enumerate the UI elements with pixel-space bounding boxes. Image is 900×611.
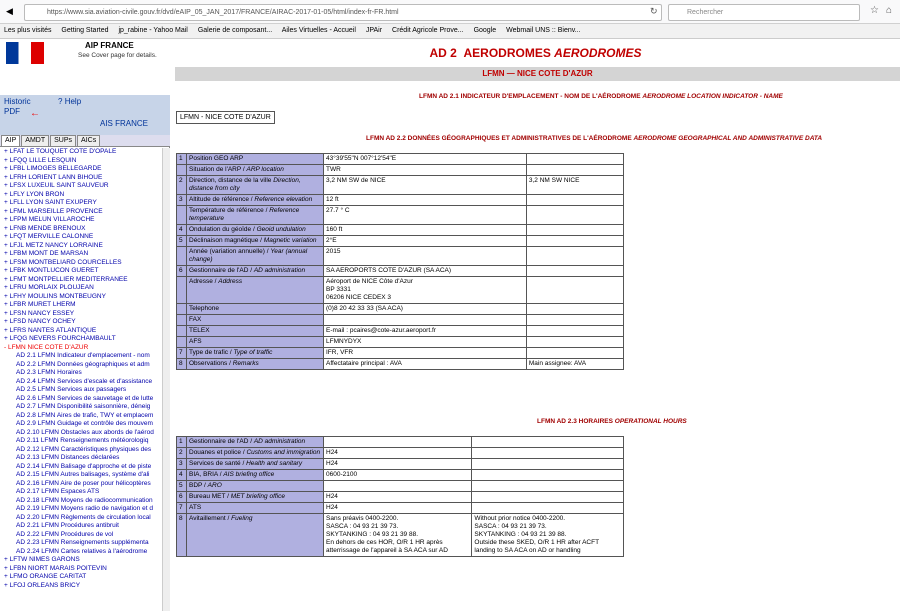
home-icon[interactable]: ⌂ [886,5,893,16]
aerodrome-list [4,148,161,603]
sidebar-tabs [0,135,170,147]
row-label: Température de référence / Reference temperature [187,206,324,225]
row-label: Gestionnaire de l'AD / AD administration [187,266,324,277]
row-value-en [526,348,623,359]
sub-item[interactable]: AD 2.16 LFMN Aire de poser pour hélicoptères [16,479,151,487]
sub-item[interactable]: AD 2.13 LFMN Distances déclarées [16,454,120,461]
bookmark-0[interactable]: Les plus visités [4,27,52,34]
bookmark-8[interactable]: Webmail UNS :: Bienv... [506,27,581,34]
sub-item[interactable]: AD 2.1 LFMN Indicateur d'emplacement - nom [16,352,150,359]
row-value-fr: TWR [324,165,527,176]
url-bar[interactable] [24,4,662,21]
row-label: BIA, BRIA / AIS briefing office [187,470,324,481]
ad21-fr: LFMN AD 2.1 INDICATEUR D'EMPLACEMENT - NOM DE L'AÉRODROME [419,93,641,100]
row-value-fr: (0)8 20 42 33 33 (SA ACA) [324,304,527,315]
row-value-en [526,315,623,326]
help-link[interactable] [58,97,81,106]
list-item[interactable]: + LFSX LUXEUIL SAINT SAUVEUR [4,182,109,189]
table-row [177,176,624,195]
ad22-table [176,153,624,370]
table-row [177,459,624,470]
arrow-icon: ← [30,108,40,119]
list-item[interactable]: + LFBN NIORT MARAIS POITEVIN [4,564,107,572]
sub-item[interactable]: AD 2.19 LFMN Moyens radio de navigation et d [16,505,153,512]
cover-note[interactable]: See Cover page for details. [78,52,157,59]
list-item[interactable]: + LFQQ LILLE LESQUIN [4,156,77,164]
help-label: Help [64,97,82,106]
table-row [177,315,624,326]
row-label: Douanes et police / Customs and immigration [187,448,324,459]
row-number: 4 [177,225,187,236]
row-value-fr: 3,2 NM SW de NICE [324,176,527,195]
sub-item[interactable]: AD 2.6 LFMN Services de sauvetage et de lutte [16,394,154,402]
row-number: 7 [177,503,187,514]
list-item[interactable]: + LFRH LORIENT LANN BIHOUE [4,173,103,181]
table-row [177,304,624,315]
sidebar-scrollbar[interactable] [162,148,170,611]
row-value-fr: 0600-2100 [324,470,472,481]
row-value-en: Main assignee: AVA [526,359,623,370]
row-number: 8 [177,359,187,370]
row-value-en [526,154,623,165]
sub-item[interactable]: AD 2.22 LFMN Procédures de vol [16,530,114,538]
reload-icon[interactable]: ↻ [650,6,658,16]
row-number: 8 [177,514,187,557]
row-label: Adresse / Address [187,277,324,304]
sub-item[interactable]: AD 2.12 LFMN Caractéristiques physiques des [16,445,152,453]
nav-pane [0,95,170,135]
row-value-fr: H24 [324,492,472,503]
table-row [177,195,624,206]
aip-title: AIP FRANCE [85,41,134,50]
sub-item[interactable]: AD 2.18 LFMN Moyens de radiocommunication [16,496,153,504]
list-item[interactable]: + LFOJ ORLEANS BRICY [4,581,81,589]
sub-item[interactable]: AD 2.2 LFMN Données géographiques et adm [16,360,150,368]
row-number: 5 [177,236,187,247]
row-number [177,304,187,315]
table-row [177,492,624,503]
tab-amdt[interactable]: AMDT [21,135,49,146]
row-label: ATS [187,503,324,514]
list-item[interactable]: + LFAT LE TOUQUET COTE D'OPALE [4,148,117,155]
list-item[interactable]: + LFBM MONT DE MARSAN [4,250,89,257]
row-label: Observations / Remarks [187,359,324,370]
bookmark-6[interactable]: Crédit Agricole Prove... [392,27,464,34]
row-value-fr: IFR, VFR [324,348,527,359]
table-row [177,225,624,236]
sub-item[interactable]: AD 2.14 LFMN Balisage d'approche et de piste [16,462,152,470]
list-item[interactable]: + LFHY MOULINS MONTBEUGNY [4,292,106,300]
bookmark-4[interactable]: Ailes Virtuelles - Accueil [281,27,356,34]
row-number [177,337,187,348]
row-value-en [526,206,623,225]
sub-item[interactable]: AD 2.8 LFMN Aires de trafic, TWY et emplacem [16,411,154,419]
ais-france-link[interactable]: AIS FRANCE [100,119,149,128]
row-value-en [526,266,623,277]
help-icon: ? [58,97,63,106]
sub-item[interactable]: AD 2.23 LFMN Renseignements supplémenta [16,539,149,546]
ad23-table [176,436,624,557]
pdf-label: PDF [4,107,20,116]
row-value-fr: H24 [324,459,472,470]
row-value-fr [324,315,527,326]
row-value-en [472,481,624,492]
tab-aics[interactable]: AICs [77,135,100,146]
row-label: Altitude de référence / Reference elevation [187,195,324,206]
table-row [177,348,624,359]
list-item-current[interactable]: - LFMN NICE COTE D'AZUR [4,343,89,351]
list-item[interactable]: + LFSM MONTBELIARD COURCELLES [4,258,122,266]
row-number [177,206,187,225]
row-value-en [472,503,624,514]
list-item[interactable]: + LFSN NANCY ESSEY [4,309,75,317]
row-value-fr: Aéroport de NICE Côte d'Azur BP 3331 06206 NICE CEDEX 3 [324,277,527,304]
row-number: 5 [177,481,187,492]
row-number: 3 [177,459,187,470]
row-number [177,165,187,176]
location-box: LFMN - NICE COTE D'AZUR [176,111,275,124]
bookmark-1[interactable]: Getting Started [61,27,109,34]
title-ad2: AD 2 [429,46,457,60]
sub-item[interactable]: AD 2.21 LFMN Procédures antibruit [16,522,119,529]
table-row [177,337,624,348]
republique-logo [6,42,44,64]
row-value-en [472,470,624,481]
sub-item[interactable]: AD 2.15 LFMN Autres balisages, système d'ali [16,471,150,478]
row-label: Avitaillement / Fueling [187,514,324,557]
row-value-fr: Sans préavis 0400-2200. SASCA : 04 93 21 39 73. SKYTANKING : 04 93 21 39 88. En dehors de ces HOR, O/R 1 HR après atterrissage de l'appareil à SA ACA sur AD [324,514,472,557]
sub-item[interactable]: AD 2.17 LFMN Espaces ATS [16,488,100,495]
row-number: 2 [177,176,187,195]
row-value-en: Without prior notice 0400-2200. SASCA : 04 93 21 39 73. SKYTANKING : 04 93 21 39 88. Outside these SKED, O/R 1 HR after ACFT landing to SA ACA on AD or handling [472,514,624,557]
row-value-fr: E-mail : pcaires@cote-azur.aeroport.fr [324,326,527,337]
row-number: 4 [177,470,187,481]
title-aerodromes: AERODROMES [463,46,551,60]
row-value-en [526,195,623,206]
ad21-en: AERODROME LOCATION INDICATOR - NAME [642,93,783,100]
row-value-fr: 12 ft [324,195,527,206]
row-number [177,326,187,337]
list-item[interactable]: + LFMO ORANGE CARITAT [4,573,87,580]
row-label: Telephone [187,304,324,315]
historic-label: Historic [4,97,31,106]
sub-item[interactable]: AD 2.4 LFMN Services d'escale et d'assistance [16,377,153,385]
row-label: AFS [187,337,324,348]
list-item[interactable]: + LFJL METZ NANCY LORRAINE [4,241,103,249]
table-row [177,206,624,225]
table-row [177,247,624,266]
row-value-fr: H24 [324,503,472,514]
row-value-en [526,277,623,304]
table-row [177,266,624,277]
row-label: Déclinaison magnétique / Magnetic variation [187,236,324,247]
row-value-en [526,236,623,247]
ad23-heading [537,418,687,425]
row-label: Services de santé / Health and sanitary [187,459,324,470]
ad21-heading [419,93,783,100]
list-item[interactable]: + LFQT MERVILLE CALONNE [4,233,94,240]
search-input[interactable] [668,4,860,21]
row-number: 3 [177,195,187,206]
table-row [177,154,624,165]
back-icon[interactable]: ◀ [6,6,13,16]
row-number [177,247,187,266]
table-row [177,503,624,514]
row-label: TELEX [187,326,324,337]
browser-toolbar [0,0,900,24]
row-value-en [526,337,623,348]
row-value-fr: 43°39'55"N 007°12'54"E [324,154,527,165]
row-value-fr [324,481,472,492]
list-item[interactable]: + LFLL LYON SAINT EXUPERY [4,199,97,206]
bookmark-2[interactable]: jp_rabine - Yahoo Mail [118,27,188,34]
ad23-en: OPERATIONAL HOURS [614,418,687,425]
tab-aip[interactable]: AIP [1,135,20,146]
row-value-en [526,225,623,236]
list-item[interactable]: + LFSD NANCY OCHEY [4,318,76,325]
row-label: Gestionnaire de l'AD / AD administration [187,437,324,448]
bookmarks-bar [0,24,900,39]
row-value-fr: LFMNYDYX [324,337,527,348]
row-value-fr: H24 [324,448,472,459]
star-icon[interactable]: ☆ [870,5,879,16]
ad22-heading [366,135,822,142]
row-value-en [472,448,624,459]
row-number: 2 [177,448,187,459]
row-number: 6 [177,492,187,503]
pdf-link[interactable] [4,107,20,116]
row-value-en [472,459,624,470]
tab-sups[interactable]: SUPs [50,135,76,146]
row-label: Direction, distance de la ville Direction, distance from city [187,176,324,195]
row-label: Position GEO ARP [187,154,324,165]
row-value-fr: Affectataire principal : AVA [324,359,527,370]
list-item[interactable]: + LFNB MENDE BRENOUX [4,224,86,232]
row-value-en [472,437,624,448]
page-title [171,39,900,67]
ad22-en: AERODROME GEOGRAPHICAL AND ADMINISTRATIVE DATA [633,135,823,142]
row-number: 6 [177,266,187,277]
row-value-en [526,165,623,176]
search-placeholder: Rechercher [687,9,724,16]
row-label: Situation de l'ARP / ARP location [187,165,324,176]
row-value-fr: 27.7 ° C [324,206,527,225]
sub-item[interactable]: AD 2.3 LFMN Horaires [16,369,82,376]
bookmark-7[interactable]: Google [473,27,497,34]
list-item[interactable]: + LFBK MONTLUCON GUERET [4,267,99,274]
row-value-en [526,304,623,315]
sub-item[interactable]: AD 2.5 LFMN Services aux passagers [16,386,127,393]
row-label: Bureau MET / MET briefing office [187,492,324,503]
row-label: Type de trafic / Type of traffic [187,348,324,359]
list-item[interactable]: + LFRU MORLAIX PLOUJEAN [4,284,94,291]
row-value-en: 3,2 NM SW NICE [526,176,623,195]
table-row [177,359,624,370]
list-item[interactable]: + LFTW NIMES GARONS [4,556,80,563]
row-value-fr [324,437,472,448]
row-label: Année (variation annuelle) / Year (annual change) [187,247,324,266]
row-value-en [526,326,623,337]
url-text: https://www.sia.aviation-civile.gouv.fr/dvd/eAIP_05_JAN_2017/FRANCE/AIRAC-2017-01-05/html/index-fr-FR.html [47,9,399,16]
row-number [177,315,187,326]
row-label: BDP / ARO [187,481,324,492]
row-value-fr: 160 ft [324,225,527,236]
list-item[interactable]: + LFBR MURET LHERM [4,301,76,308]
table-row [177,236,624,247]
table-row [177,481,624,492]
row-label: FAX [187,315,324,326]
historic-link[interactable] [4,97,31,106]
list-item[interactable]: + LFQG NEVERS FOURCHAMBAULT [4,335,116,342]
row-number: 1 [177,437,187,448]
table-row [177,437,624,448]
sub-item[interactable]: AD 2.7 LFMN Disponibilité saisonnière, déneig [16,403,151,410]
ad22-fr: LFMN AD 2.2 DONNÉES GÉOGRAPHIQUES ET ADMINISTRATIVES DE L'AÉRODROME [366,135,632,142]
list-item[interactable]: + LFML MARSEILLE PROVENCE [4,207,103,215]
ad23-fr: LFMN AD 2.3 HORAIRES [537,418,613,425]
table-row [177,277,624,304]
row-number: 7 [177,348,187,359]
table-row [177,514,624,557]
table-row [177,448,624,459]
sub-item[interactable]: AD 2.9 LFMN Guidage et contrôle des mouvem [16,420,153,427]
main-content [171,39,900,572]
bookmark-5[interactable]: JPAir [365,27,383,34]
sidebar-header [0,39,170,95]
list-item[interactable]: + LFBL LIMOGES BELLEGARDE [4,165,102,172]
table-row [177,165,624,176]
sub-item[interactable]: AD 2.10 LFMN Obstacles aux abords de l'aérod [16,428,154,436]
row-value-en [472,492,624,503]
table-row [177,326,624,337]
row-number [177,277,187,304]
table-row [177,470,624,481]
row-value-fr: 2°E [324,236,527,247]
list-item[interactable]: + LFLY LYON BRON [4,190,65,198]
section-band: LFMN — NICE COTE D'AZUR [175,67,900,81]
list-item[interactable]: + LFRS NANTES ATLANTIQUE [4,326,97,334]
sidebar [0,39,170,589]
list-item[interactable]: + LFMT MONTPELLIER MEDITERRANEE [4,275,128,283]
list-item[interactable]: + LFPM MELUN VILLAROCHE [4,216,95,223]
bookmark-3[interactable]: Galerie de composant... [197,27,273,34]
row-value-fr: 2015 [324,247,527,266]
row-number: 1 [177,154,187,165]
sub-item[interactable]: AD 2.24 LFMN Cartes relatives à l'aérodrome [16,547,148,555]
row-value-fr: SA AEROPORTS COTE D'AZUR (SA ACA) [324,266,527,277]
sub-item[interactable]: AD 2.20 LFMN Règlements de circulation local [16,513,151,521]
row-value-en [526,247,623,266]
title-aerodromes-en: AERODROMES [554,46,642,60]
sub-item[interactable]: AD 2.11 LFMN Renseignements météorologiq [16,437,149,444]
row-label: Ondulation du géoïde / Geoid undulation [187,225,324,236]
